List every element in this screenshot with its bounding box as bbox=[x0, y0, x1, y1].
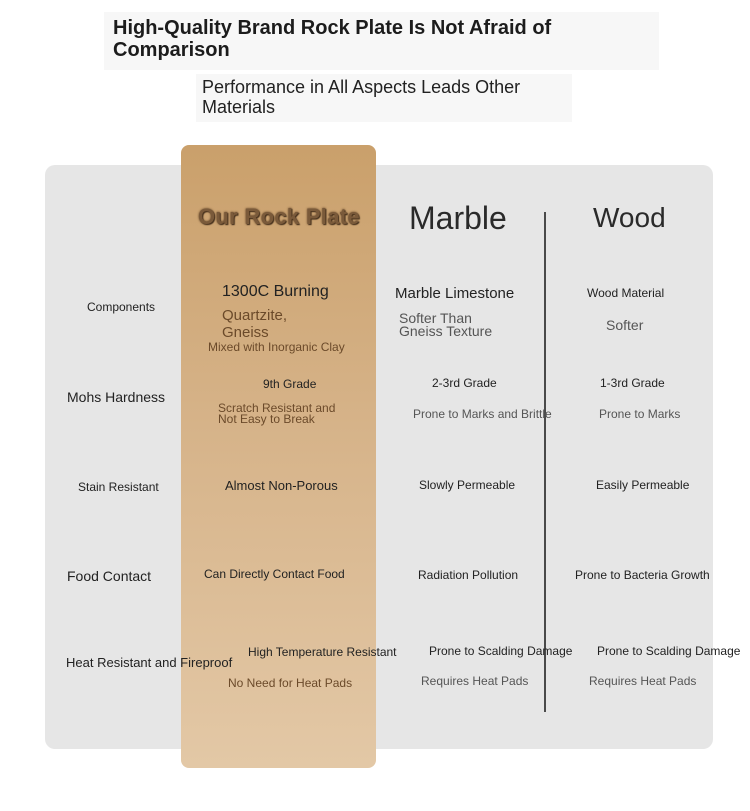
cell-stain-marble: Slowly Permeable bbox=[419, 478, 516, 492]
page-subtitle: Performance in All Aspects Leads Other Materials bbox=[202, 77, 521, 117]
rock-plate-highlight-column bbox=[181, 145, 376, 768]
cell-hardness-marble-line1: 2-3rd Grade bbox=[432, 376, 497, 390]
cell-components-wood-line1: Wood Material bbox=[587, 286, 665, 300]
row-label-stain: Stain Resistant bbox=[78, 480, 159, 494]
cell-components-ours-line1: 1300C Burning bbox=[222, 283, 329, 300]
row-label-components: Components bbox=[87, 300, 156, 314]
cell-components-wood-line2: Softer bbox=[606, 317, 644, 333]
cell-stain-ours: Almost Non-Porous bbox=[225, 478, 338, 493]
page-title: High-Quality Brand Rock Plate Is Not Afraid of Comparison bbox=[113, 17, 552, 61]
cell-heat-ours-line2: No Need for Heat Pads bbox=[228, 676, 353, 690]
cell-components-ours-line4: Mixed with Inorganic Clay bbox=[208, 340, 345, 354]
cell-hardness-ours-line1: 9th Grade bbox=[263, 377, 317, 391]
cell-food-wood: Prone to Bacteria Growth bbox=[575, 568, 710, 582]
cell-stain-wood: Easily Permeable bbox=[596, 478, 690, 492]
row-label-heat: Heat Resistant and Fireproof bbox=[66, 655, 233, 670]
cell-food-ours: Can Directly Contact Food bbox=[204, 567, 345, 581]
cell-food-marble: Radiation Pollution bbox=[418, 568, 519, 582]
column-header-rock-plate: Our Rock Plate bbox=[198, 204, 360, 229]
column-divider bbox=[544, 212, 546, 712]
cell-hardness-marble-line2: Prone to Marks and Brittle bbox=[413, 407, 552, 421]
cell-hardness-wood-line2: Prone to Marks bbox=[599, 407, 681, 421]
cell-heat-marble-line1: Prone to Scalding Damage bbox=[429, 644, 573, 658]
column-header-marble: Marble bbox=[409, 200, 507, 236]
cell-components-marble-line3: Gneiss Texture bbox=[399, 323, 493, 339]
cell-hardness-ours-line3: Not Easy to Break bbox=[218, 412, 315, 426]
cell-components-marble-line1: Marble Limestone bbox=[395, 285, 515, 302]
cell-heat-wood-line2: Requires Heat Pads bbox=[589, 674, 697, 688]
cell-components-ours-line3: Gneiss bbox=[222, 324, 269, 341]
cell-heat-marble-line2: Requires Heat Pads bbox=[421, 674, 529, 688]
cell-components-marble-line2: Softer Than bbox=[399, 310, 472, 326]
cell-components-ours-line2: Quartzite, bbox=[222, 307, 288, 324]
column-header-wood: Wood bbox=[593, 202, 666, 233]
cell-hardness-ours-line2: Scratch Resistant and bbox=[218, 401, 336, 415]
cell-heat-ours-line1: High Temperature Resistant bbox=[248, 645, 397, 659]
row-label-food: Food Contact bbox=[67, 568, 152, 584]
row-label-hardness: Mohs Hardness bbox=[67, 389, 166, 405]
cell-hardness-wood-line1: 1-3rd Grade bbox=[600, 376, 665, 390]
cell-heat-wood-line1: Prone to Scalding Damage bbox=[597, 644, 741, 658]
